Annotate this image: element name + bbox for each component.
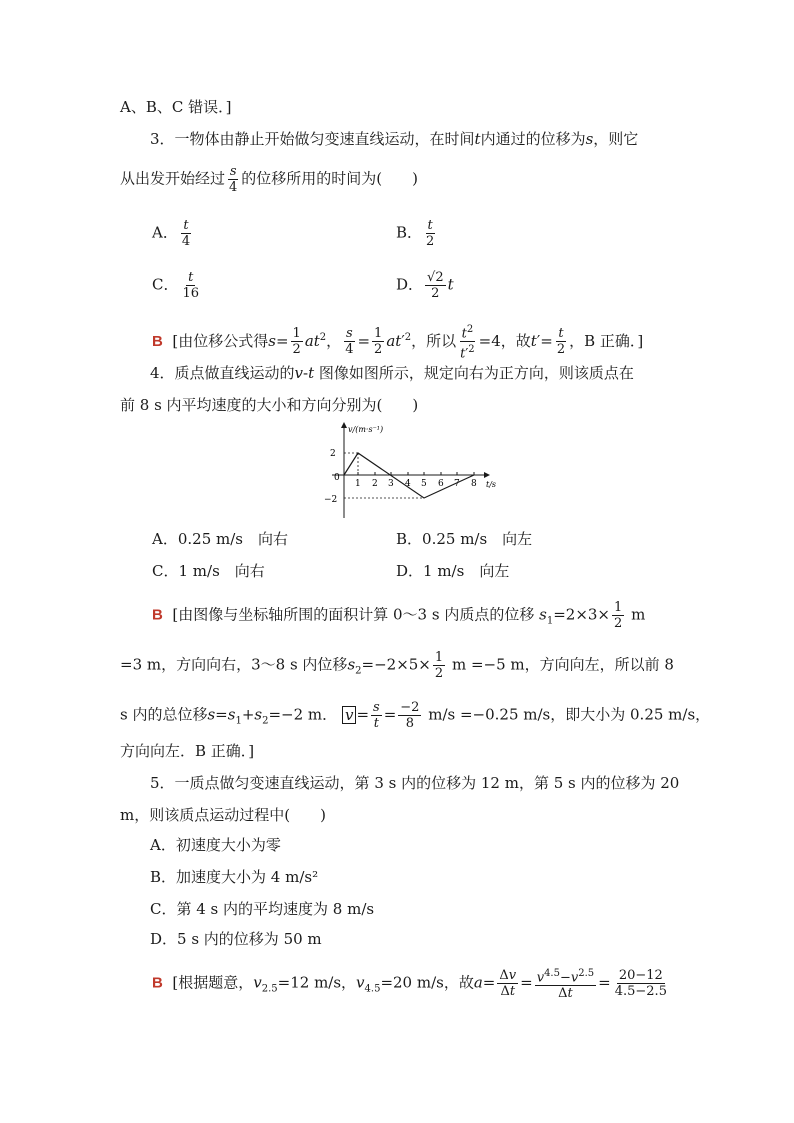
q4-option-b[interactable]: B．0.25 m/s 向左 bbox=[396, 530, 533, 548]
q5-answer: B [根据题意，$v_{2.5}=12$ m/s，$v_{4.5}=20$ m/s，故a= $\frac{\Delta v}{\Delta t}$ = $\frac{v^{4.5}-v^{2.5}}{\Delta t}$ = $\frac{20-12}{4.5-2.5}$ bbox=[152, 968, 667, 1002]
x-tick-label: 7 bbox=[454, 479, 460, 489]
q3-answer: B [由位移公式得s= $\frac{1}{2}$ $at^2$， $\frac{s}{4}$ = $\frac{1}{2}$ $at'^2$，所以 $\frac{t^2}{t'^2}$ =4，故t′= $\frac{t}{2}$ ，B 正确．] bbox=[152, 324, 644, 362]
y-tick-label: −2 bbox=[324, 495, 338, 505]
q4-option-a[interactable]: A．0.25 m/s 向右 bbox=[152, 530, 288, 548]
x-axis-label: t/s bbox=[486, 480, 497, 489]
q3-option-b[interactable]: B． $\frac{t}{2}$ bbox=[396, 218, 435, 249]
answer-letter: B bbox=[152, 974, 163, 992]
answer-letter: B bbox=[152, 332, 163, 350]
y-tick-label: 2 bbox=[330, 449, 336, 459]
q4-answer-line2: =3 m，方向向右，3～8 s 内位移$s_2=-2\times 5\times$ $\frac{1}{2}$ m =−5 m，方向向左，所以前 8 bbox=[120, 650, 674, 681]
x-axis-arrow bbox=[484, 472, 490, 478]
q4-answer-line3: s 内的总位移$s=s_1+s_2=-2$ m． v = $\frac{s}{t}$ = $\frac{-2}{8}$ m/s =−0.25 m/s，即大小为 0.25 m/s， bbox=[120, 700, 711, 731]
q4-answer-line1: B [由图像与坐标轴所围的面积计算 0～3 s 内质点的位移 $s_1=2\times 3\times$ $\frac{1}{2}$ m bbox=[152, 600, 646, 631]
q3-stem: 3．一物体由静止开始做匀变速直线运动，在时间t内通过的位移为s，则它 bbox=[150, 130, 639, 148]
v-t-graph bbox=[318, 420, 508, 520]
x-tick-label: 1 bbox=[355, 479, 361, 489]
q5-option-c[interactable]: C．第 4 s 内的平均速度为 8 m/s bbox=[150, 900, 375, 918]
q5-option-a[interactable]: A．初速度大小为零 bbox=[150, 836, 281, 854]
y-tick-label: 0 bbox=[334, 473, 340, 483]
q3-option-d[interactable]: D． $\frac{√2}{2}$ t bbox=[396, 270, 454, 301]
line-prev-answer-end: A、B、C 错误．] bbox=[120, 98, 232, 116]
x-tick-label: 3 bbox=[388, 479, 394, 489]
x-tick-label: 5 bbox=[421, 479, 427, 489]
x-tick-label: 2 bbox=[372, 479, 378, 489]
q5-stem: 5．一质点做匀变速直线运动，第 3 s 内的位移为 12 m，第 5 s 内的位移为 20 bbox=[150, 774, 680, 792]
q4-answer-line4: 方向向左．B 正确．] bbox=[120, 742, 255, 760]
q3-stem-line2: 从出发开始经过 $\frac{s}{4}$ 的位移所用的时间为( ) bbox=[120, 164, 419, 195]
answer-letter: B bbox=[152, 606, 163, 624]
q4-stem: 4．质点做直线运动的v-t 图像如图所示，规定向右为正方向，则该质点在 bbox=[150, 364, 634, 382]
q5-option-b[interactable]: B．加速度大小为 4 m/s² bbox=[150, 868, 319, 886]
x-tick-label: 4 bbox=[405, 479, 411, 489]
q4-option-d[interactable]: D．1 m/s 向左 bbox=[396, 562, 510, 580]
q5-option-d[interactable]: D．5 s 内的位移为 50 m bbox=[150, 930, 322, 948]
q4-stem-line2: 前 8 s 内平均速度的大小和方向分别为( ) bbox=[120, 396, 419, 414]
x-tick-label: 6 bbox=[438, 479, 444, 489]
q4-option-c[interactable]: C．1 m/s 向右 bbox=[152, 562, 265, 580]
average-velocity-symbol: v bbox=[342, 706, 356, 724]
q3-option-c[interactable]: C． $\frac{t}{16}$ bbox=[152, 270, 200, 301]
q3-option-a[interactable]: A． $\frac{t}{4}$ bbox=[152, 218, 191, 249]
y-axis-label: v/(m·s⁻¹) bbox=[348, 425, 384, 434]
y-axis-arrow bbox=[341, 422, 347, 428]
q5-stem-line2: m，则该质点运动过程中( ) bbox=[120, 806, 326, 824]
x-tick-label: 8 bbox=[471, 479, 477, 489]
